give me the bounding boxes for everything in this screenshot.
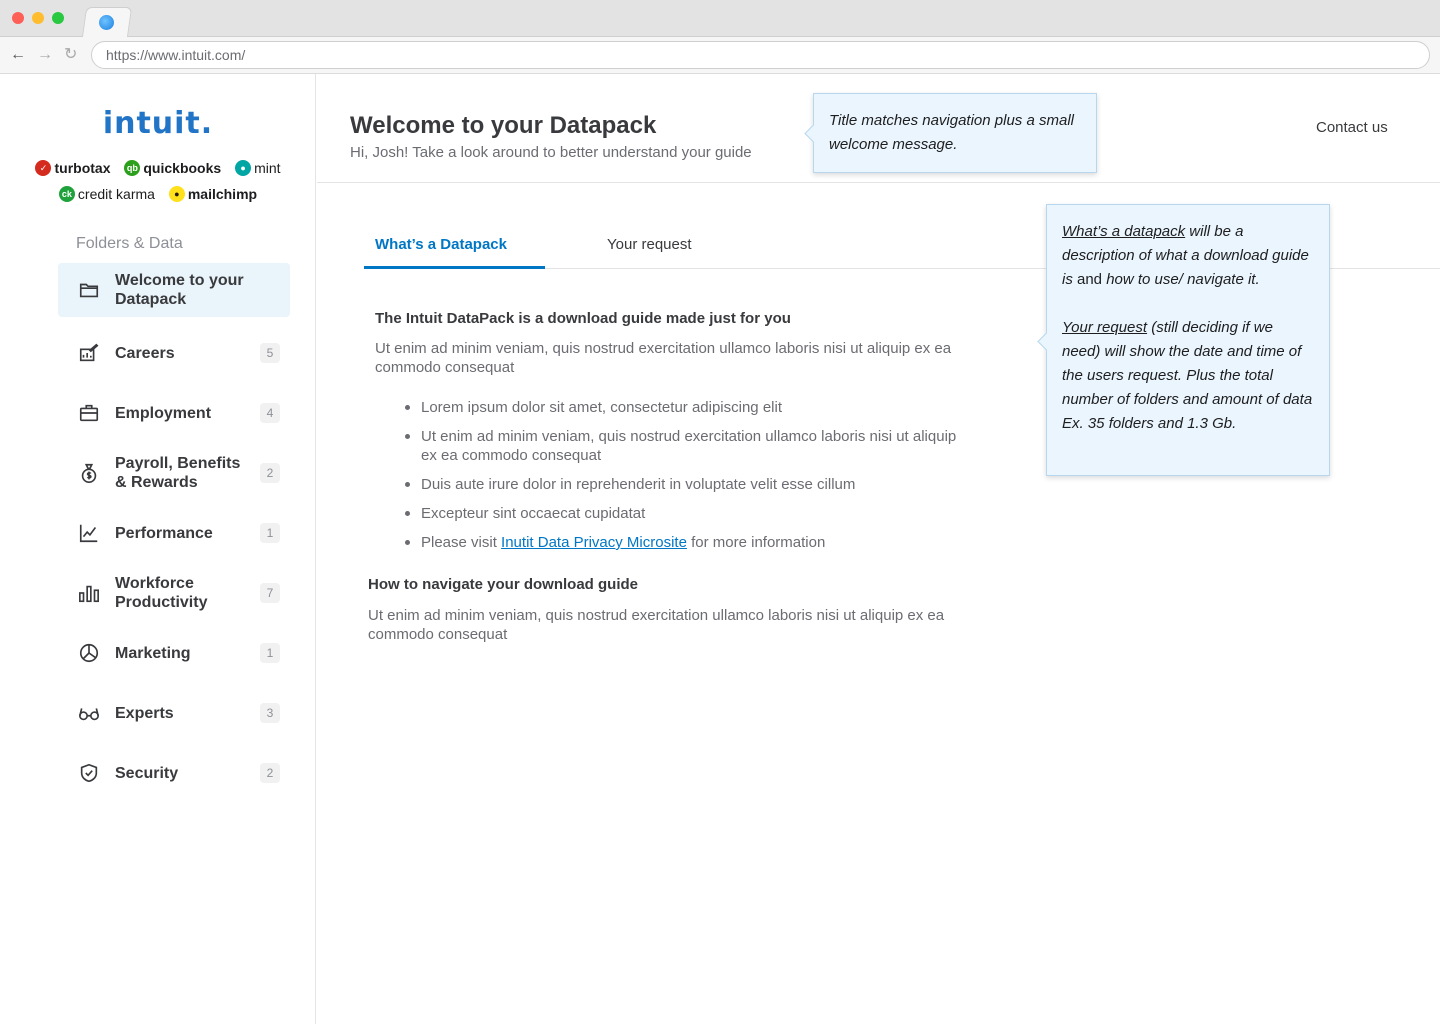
count-badge: 2 <box>260 463 280 483</box>
maximize-window-icon[interactable] <box>52 12 64 24</box>
count-badge: 3 <box>260 703 280 723</box>
contact-us-link[interactable]: Contact us <box>1316 119 1388 136</box>
reload-icon[interactable]: ↻ <box>64 46 78 63</box>
visit-suffix: for more information <box>686 534 826 551</box>
sidebar-item-payroll[interactable] <box>58 443 290 503</box>
glasses-icon <box>77 701 101 725</box>
annotation-paragraph: Your request (still deciding if we need) will show the date and time of the users request. Plus the total number of folders and amount of data Ex. 35 folders and 1.3 Gb. <box>1062 319 1313 432</box>
sidebar-item-careers[interactable] <box>58 323 290 383</box>
brand-quickbooks: qb quickbooks <box>124 160 221 176</box>
visit-prefix: Please visit <box>421 534 502 551</box>
sidebar-item-label: Experts <box>115 704 174 722</box>
sidebar-item-welcome[interactable] <box>58 263 290 317</box>
annotation-title: Title matches navigation plus a small welcome message. <box>813 93 1097 173</box>
section-label: Folders & Data <box>76 235 183 252</box>
money-bag-icon <box>77 461 101 485</box>
turbotax-check-icon: ✓ <box>35 160 51 176</box>
sidebar-nav <box>58 263 290 803</box>
privacy-microsite-link[interactable]: Inutit Data Privacy Microsite <box>501 534 687 551</box>
brand-mint: ● mint <box>235 160 280 176</box>
sidebar <box>0 74 316 1024</box>
brand-row <box>0 158 316 176</box>
mint-leaf-icon: ● <box>235 160 251 176</box>
sidebar-item-label: Payroll, Benefits & Rewards <box>115 455 241 491</box>
bullet-list <box>405 398 975 552</box>
briefcase-icon <box>77 401 101 425</box>
sidebar-item-security[interactable] <box>58 743 290 803</box>
count-badge: 1 <box>260 643 280 663</box>
datapack-description <box>375 310 975 562</box>
list-item: Excepteur sint occaecat cupidatat <box>405 504 965 523</box>
sidebar-item-label: Careers <box>115 344 175 362</box>
careers-icon <box>77 341 101 365</box>
annotation-paragraph: What’s a datapack will be a description of what a download guide is and how to use/ navigate it. <box>1062 223 1309 288</box>
content-intro: Ut enim ad minim veniam, quis nostrud exercitation ullamco laboris nisi ut aliquip ex ea commodo consequat <box>375 340 952 376</box>
sidebar-item-label: Employment <box>115 404 212 422</box>
sidebar-item-experts[interactable] <box>58 683 290 743</box>
forward-arrow-icon[interactable]: → <box>37 46 53 63</box>
minimize-window-icon[interactable] <box>32 12 44 24</box>
count-badge: 5 <box>260 343 280 363</box>
tab-whats-a-datapack[interactable]: What’s a Datapack <box>375 236 507 253</box>
intuit-logo[interactable]: intuit. <box>102 106 214 141</box>
annotation-underlined: What’s a datapack <box>1062 223 1186 240</box>
sidebar-item-label: Welcome to your Datapack <box>115 272 244 308</box>
brand-mailchimp: ● mailchimp <box>169 186 257 202</box>
sidebar-item-employment[interactable] <box>58 383 290 443</box>
sidebar-item-workforce[interactable] <box>58 563 290 623</box>
brand-turbotax: ✓ turbotax <box>35 160 110 176</box>
divider <box>317 182 1440 183</box>
count-badge: 7 <box>260 583 280 603</box>
list-item <box>405 533 965 552</box>
active-tab-indicator <box>364 266 545 269</box>
line-chart-icon <box>77 521 101 545</box>
page-title: Welcome to your Datapack <box>350 112 657 139</box>
navigate-heading: How to navigate your download guide <box>368 576 639 593</box>
sidebar-item-label: Marketing <box>115 644 191 662</box>
count-badge: 4 <box>260 403 280 423</box>
list-item: Duis aute irure dolor in reprehenderit in voluptate velit esse cillum <box>405 475 965 494</box>
count-badge: 2 <box>260 763 280 783</box>
address-bar[interactable]: https://www.intuit.com/ <box>91 41 1430 69</box>
annotation-underlined: Your request <box>1062 319 1148 336</box>
count-badge: 1 <box>260 523 280 543</box>
brand-credit-karma: ck credit karma <box>59 186 155 202</box>
browser-toolbar <box>0 37 1440 74</box>
quickbooks-icon: qb <box>124 160 140 176</box>
content-heading: The Intuit DataPack is a download guide made just for you <box>375 310 791 327</box>
back-arrow-icon[interactable]: ← <box>10 46 26 63</box>
sidebar-item-performance[interactable] <box>58 503 290 563</box>
close-window-icon[interactable] <box>12 12 24 24</box>
sidebar-item-label: Workforce Productivity <box>115 575 208 611</box>
list-item: Ut enim ad minim veniam, quis nostrud exercitation ullamco laboris nisi ut aliquip ex ea commodo consequat <box>405 427 965 465</box>
list-item: Lorem ipsum dolor sit amet, consectetur adipiscing elit <box>405 398 965 417</box>
credit-karma-icon: ck <box>59 186 75 202</box>
spacer <box>1062 292 1314 316</box>
shield-icon <box>77 761 101 785</box>
sidebar-item-label: Security <box>115 764 179 782</box>
navigate-paragraph: Ut enim ad minim veniam, quis nostrud exercitation ullamco laboris nisi ut aliquip ex ea commodo consequat <box>368 607 945 643</box>
tab-your-request[interactable]: Your request <box>607 236 692 253</box>
pie-chart-icon <box>77 641 101 665</box>
browser-titlebar <box>0 0 1440 37</box>
folder-icon <box>77 278 101 302</box>
annotation-tabs <box>1046 204 1330 476</box>
mailchimp-icon: ● <box>169 186 185 202</box>
sidebar-item-label: Performance <box>115 524 213 542</box>
sidebar-item-marketing[interactable] <box>58 623 290 683</box>
page-subtitle: Hi, Josh! Take a look around to better understand your guide <box>350 144 752 161</box>
bar-chart-icon <box>77 581 101 605</box>
favicon-icon <box>99 15 114 30</box>
brand-row <box>0 184 316 202</box>
